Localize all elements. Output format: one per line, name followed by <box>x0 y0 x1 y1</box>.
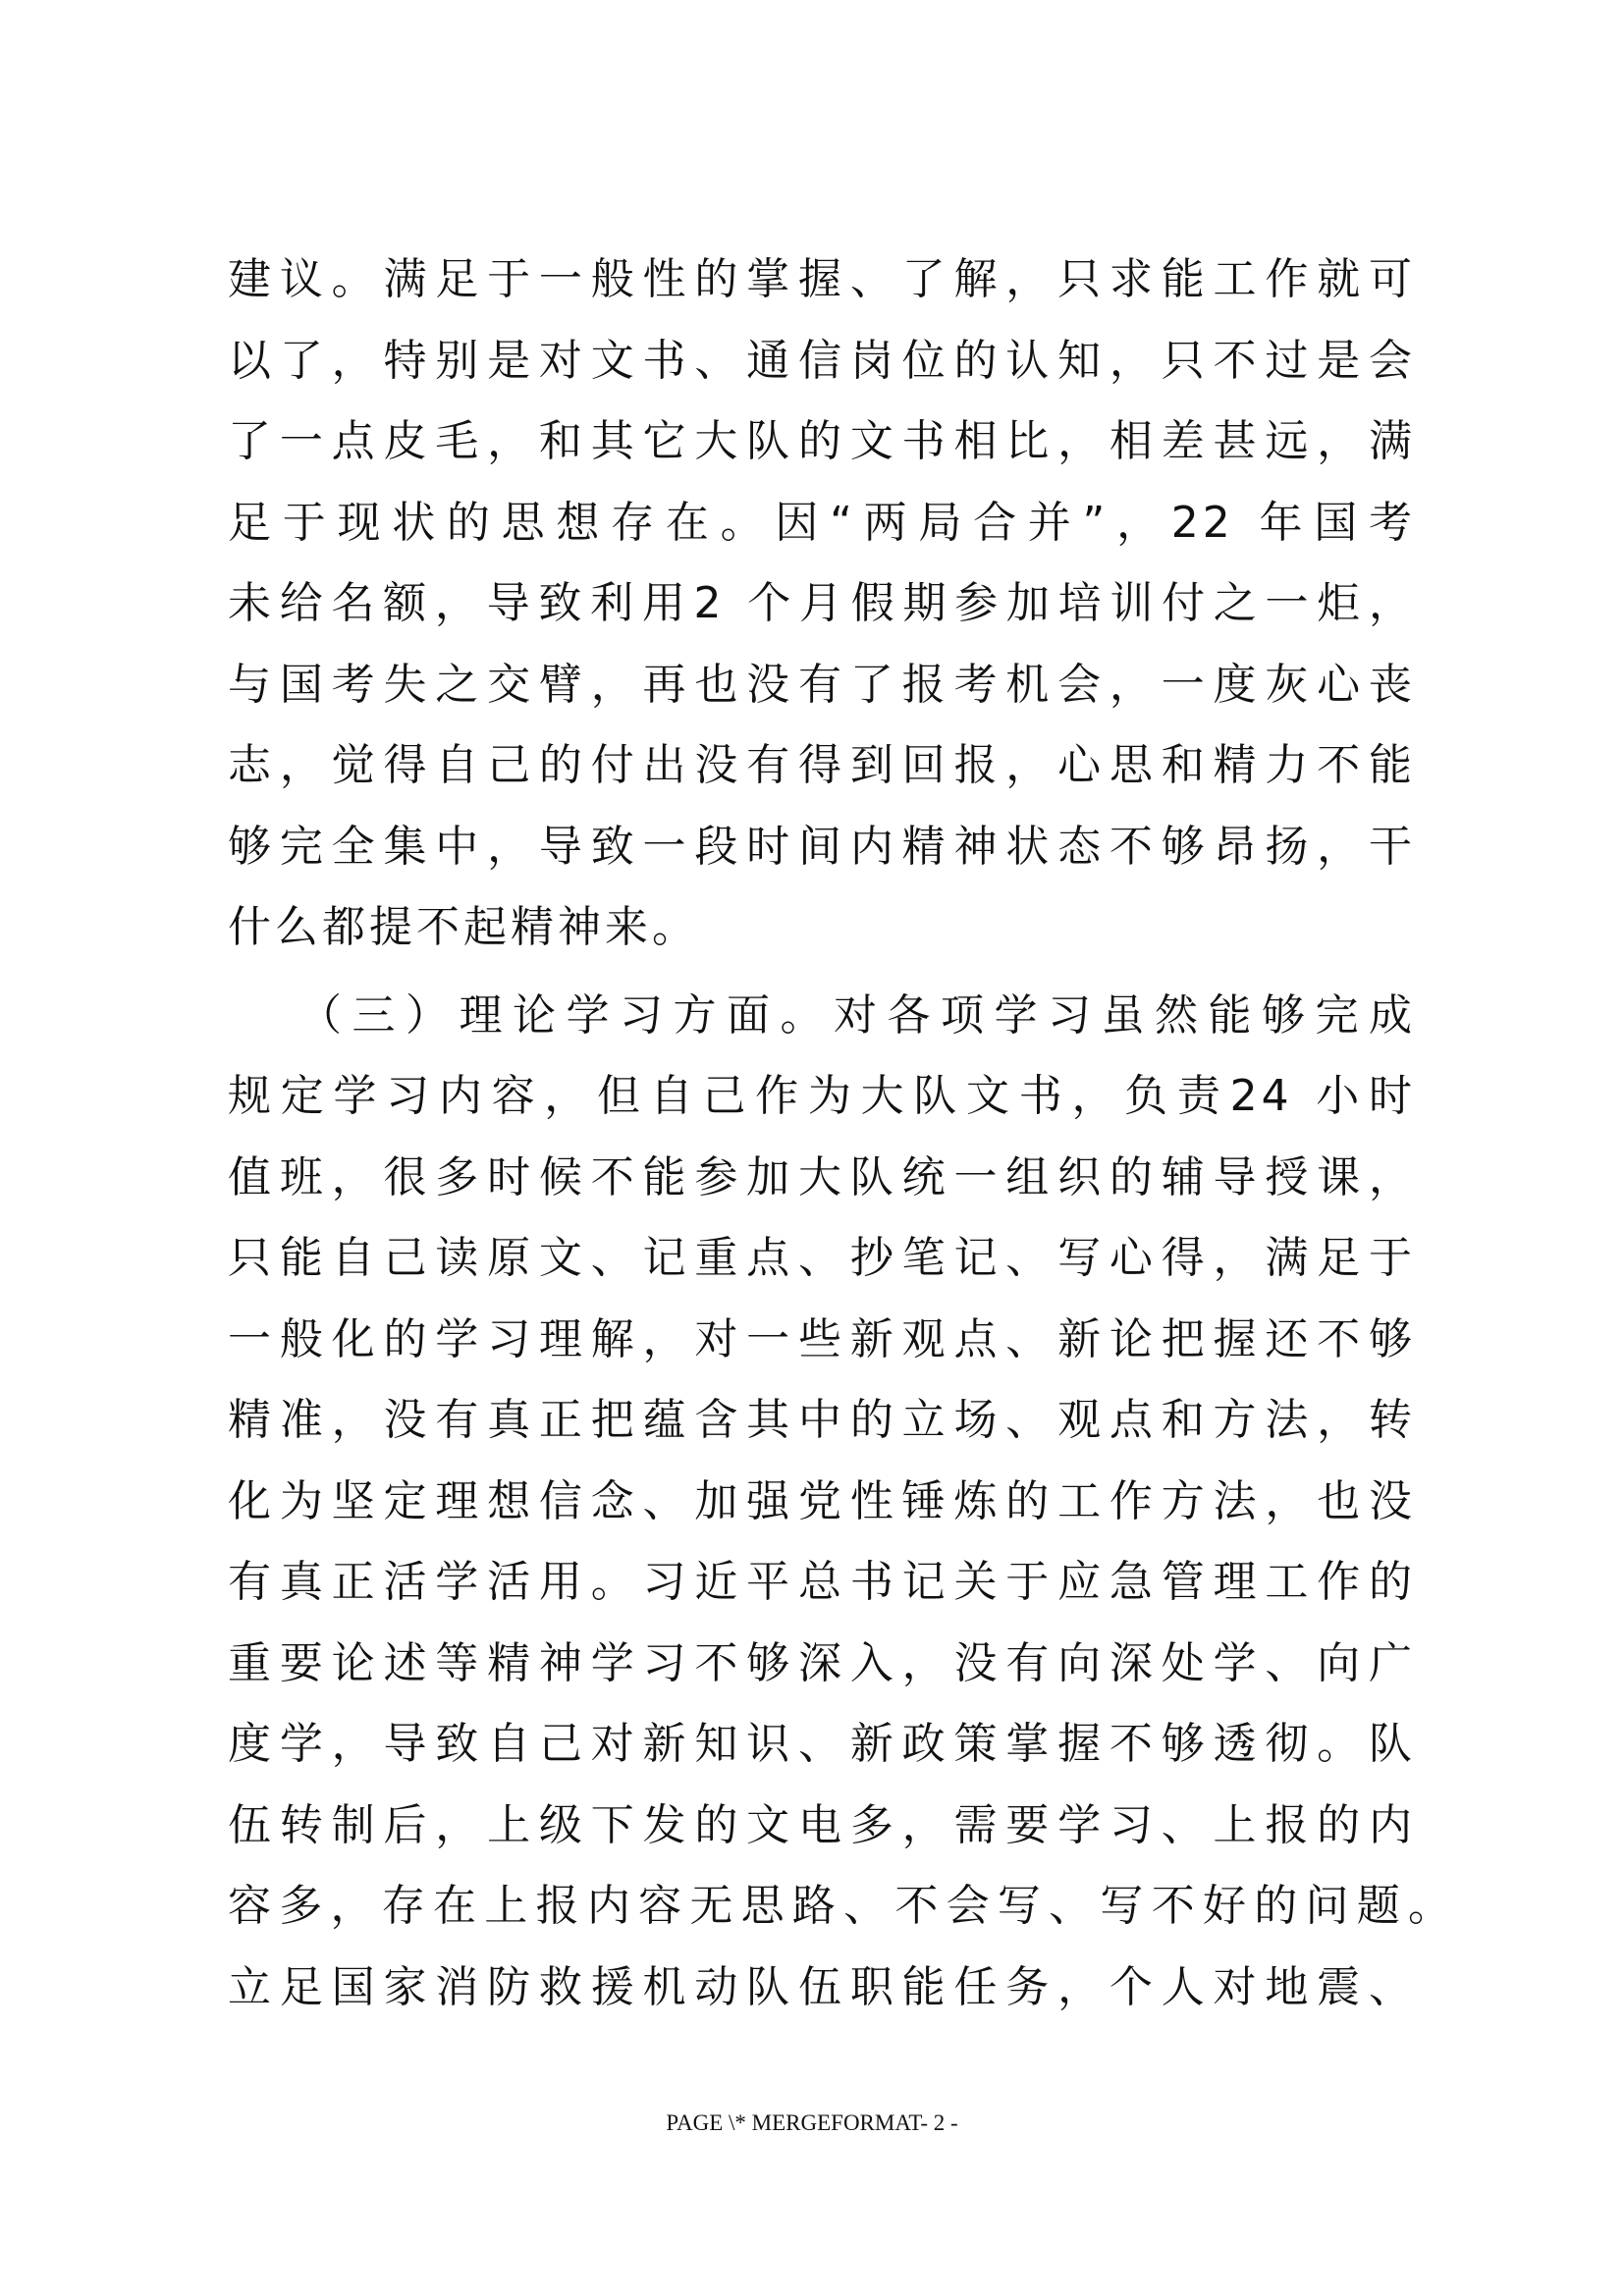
text-line: 以了，特别是对文书、通信岗位的认知，只不过是会 <box>228 335 1416 386</box>
text-line: 值班，很多时候不能参加大队统一组织的辅导授课， <box>228 1151 1416 1202</box>
body-text <box>228 245 1455 2034</box>
section-heading-line: （三）理论学习方面。对各项学习虽然能够完成 <box>298 989 1416 1041</box>
text-line: 伍转制后，上级下发的文电多，需要学习、上报的内 <box>228 1799 1416 1850</box>
text-line: 什么都提不起精神来。 <box>228 902 699 952</box>
text-line: 够完全集中，导致一段时间内精神状态不够昂扬，干 <box>228 821 1416 872</box>
text-line: 一般化的学习理解，对一些新观点、新论把握还不够 <box>228 1313 1416 1364</box>
page-footer <box>0 2110 1624 2136</box>
text-line: 化为坚定理想信念、加强党性锤炼的工作方法，也没 <box>228 1475 1416 1526</box>
text-line: 只能自己读原文、记重点、抄笔记、写心得，满足于 <box>228 1233 1416 1283</box>
text-line: 与国考失之交臂，再也没有了报考机会，一度灰心丧 <box>228 659 1416 710</box>
text-line: 有真正活学活用。习近平总书记关于应急管理工作的 <box>228 1557 1416 1607</box>
text-line: 立足国家消防救援机动队伍职能任务，个人对地震、 <box>228 1961 1416 2012</box>
page-number-field: PAGE \* MERGEFORMAT- 2 - <box>666 2110 958 2135</box>
text-line: 规定学习内容，但自己作为大队文书，负责24 小时 <box>228 1071 1416 1121</box>
text-line: 了一点皮毛，和其它大队的文书相比，相差甚远，满 <box>228 416 1416 466</box>
text-line: 建议。满足于一般性的掌握、了解，只求能工作就可 <box>228 254 1416 304</box>
text-line: 足于现状的思想存在。因“两局合并”，22 年国考 <box>228 497 1416 548</box>
text-line: 重要论述等精神学习不够深入，没有向深处学、向广 <box>228 1637 1416 1688</box>
text-line: 度学，导致自己对新知识、新政策掌握不够透彻。队 <box>228 1719 1416 1769</box>
text-line: 容多，存在上报内容无思路、不会写、写不好的问题。 <box>228 1881 1455 1931</box>
text-line: 精准，没有真正把蕴含其中的立场、观点和方法，转 <box>228 1395 1416 1445</box>
paragraph-2 <box>228 982 1455 2035</box>
text-line: 志，觉得自己的付出没有得到回报，心思和精力不能 <box>228 740 1416 790</box>
text-line: 未给名额，导致利用2 个月假期参加培训付之一炬， <box>228 578 1416 628</box>
paragraph-1 <box>228 245 1416 975</box>
